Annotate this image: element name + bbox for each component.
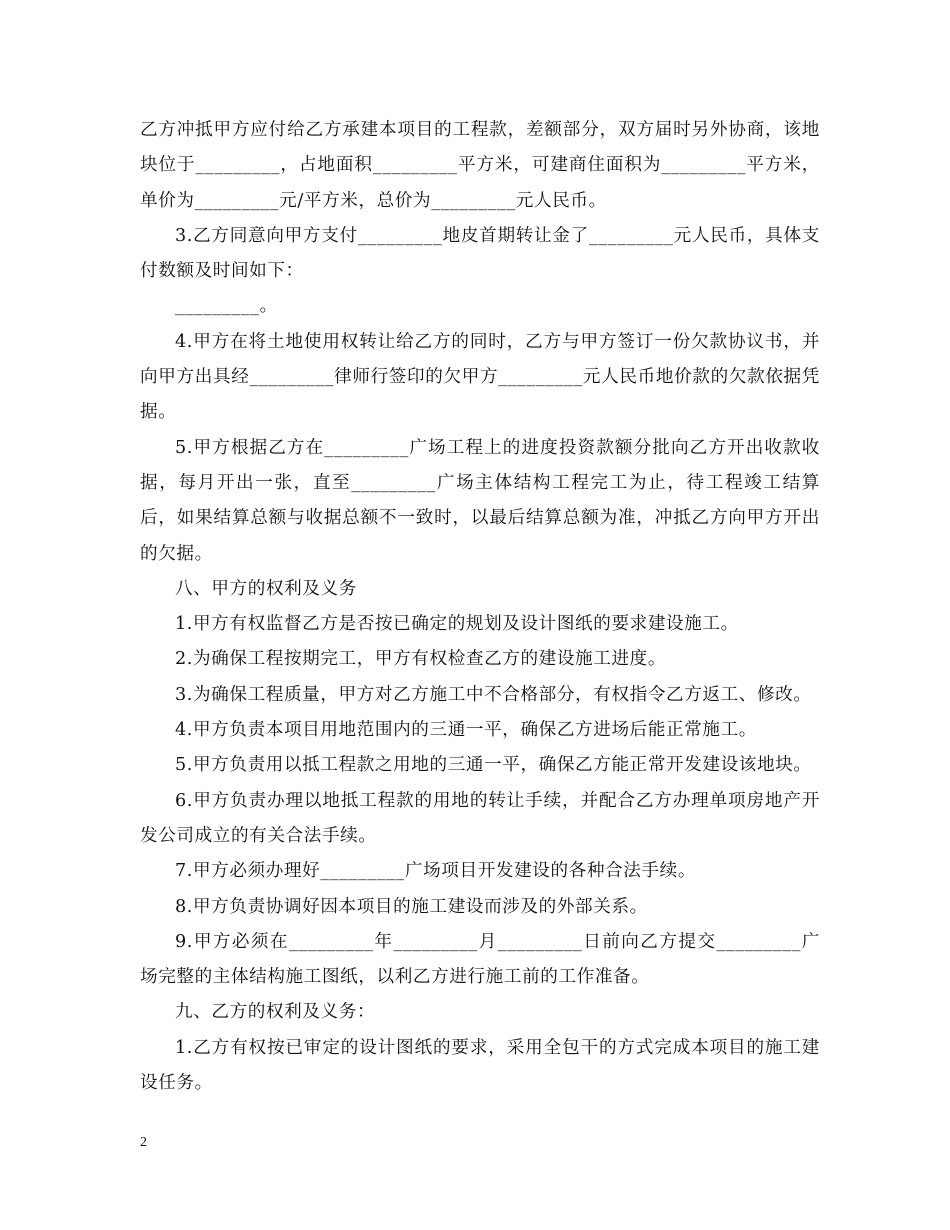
paragraph-clause-9-1: 1.乙方有权按已审定的设计图纸的要求，采用全包干的方式完成本项目的施工建设任务。 bbox=[140, 1037, 820, 1094]
paragraph-clause-7-4: 4.甲方在将土地使用权转让给乙方的同时，乙方与甲方签订一份欠款协议书，并向甲方出具经_________律师行签印的欠甲方_________元人民币地价款的欠款依据凭据。 bbox=[140, 331, 820, 423]
paragraph-clause-7-3: 3.乙方同意向甲方支付_________地皮首期转让金了_________元人民币，具体支付数额及时间如下： bbox=[140, 225, 820, 282]
contract-body bbox=[140, 113, 820, 1101]
paragraph-clause-8-2: 2.为确保工程按期完工，甲方有权检查乙方的建设施工进度。 bbox=[175, 649, 667, 670]
paragraph-clause-7-3-blank: _________。 bbox=[175, 296, 278, 317]
paragraph-clause-8-3: 3.为确保工程质量，甲方对乙方施工中不合格部分，有权指令乙方返工、修改。 bbox=[175, 684, 812, 705]
section-heading-8: 八、甲方的权利及义务 bbox=[175, 578, 357, 599]
paragraph-clause-8-5: 5.甲方负责用以抵工程款之用地的三通一平，确保乙方能正常开发建设该地块。 bbox=[175, 755, 812, 776]
paragraph-clause-8-6: 6.甲方负责办理以地抵工程款的用地的转让手续，并配合乙方办理单项房地产开发公司成立的有关合法手续。 bbox=[140, 790, 820, 846]
paragraph-continuation: 乙方冲抵甲方应付给乙方承建本项目的工程款，差额部分，双方届时另外协商，该地块位于_________，占地面积_________平方米，可建商住面积为_________平方米，单价为_________元/平方米，总价为_________元人民币。 bbox=[140, 120, 820, 211]
paragraph-clause-8-1: 1.甲方有权监督乙方是否按已确定的规划及设计图纸的要求建设施工。 bbox=[175, 614, 739, 635]
page-number: 2 bbox=[140, 1135, 147, 1150]
section-heading-9: 九、乙方的权利及义务： bbox=[175, 1002, 376, 1023]
paragraph-clause-8-4: 4.甲方负责本项目用地范围内的三通一平，确保乙方进场后能正常施工。 bbox=[175, 720, 757, 741]
paragraph-clause-8-7: 7.甲方必须办理好_________广场项目开发建设的各种合法手续。 bbox=[175, 861, 697, 882]
paragraph-clause-8-9: 9.甲方必须在_________年_________月_________日前向乙方提交_________广场完整的主体结构施工图纸，以利乙方进行施工前的工作准备。 bbox=[140, 931, 820, 988]
paragraph-clause-7-5: 5.甲方根据乙方在_________广场工程上的进度投资款额分批向乙方开出收款收据，每月开出一张，直至_________广场主体结构工程完工为止，待工程竣工结算后，如果结算总额与收据总额不一致时，以最后结算总额为准，冲抵乙方向甲方开出的欠据。 bbox=[140, 437, 820, 564]
paragraph-clause-8-8: 8.甲方负责协调好因本项目的施工建设而涉及的外部关系。 bbox=[175, 896, 648, 917]
